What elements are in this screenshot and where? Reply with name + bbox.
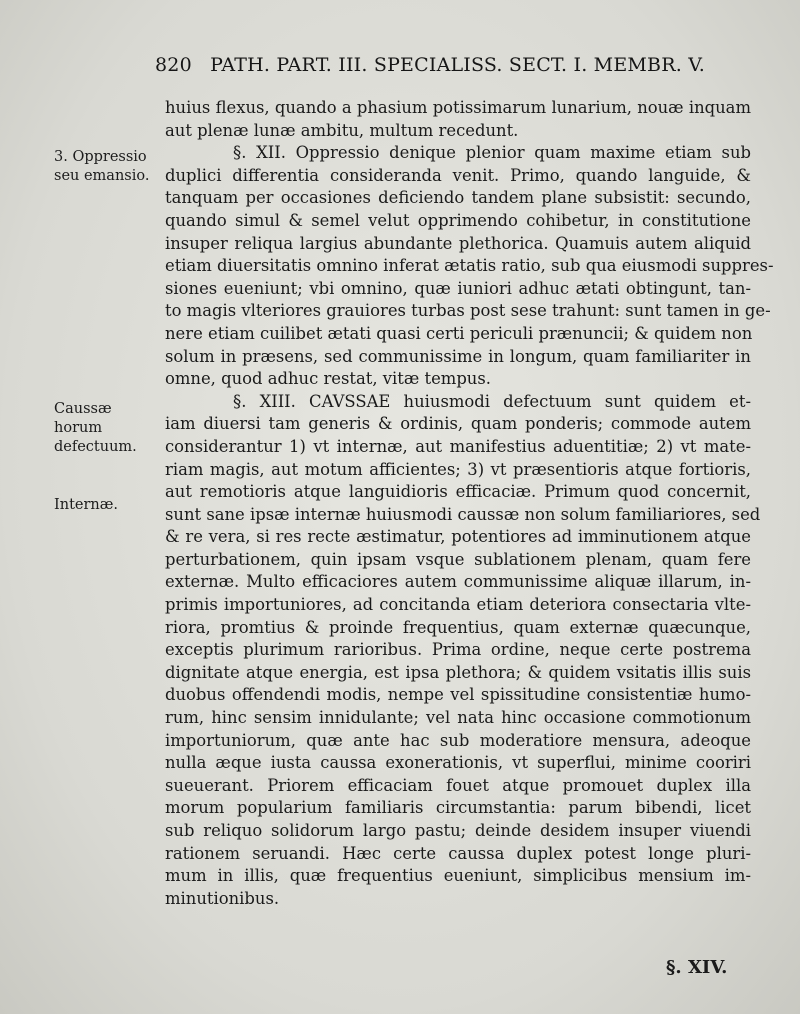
text-line: duobus offendendi modis, nempe vel spissitudine consistentiæ humo- [165, 685, 751, 705]
text-line: minutionibus. [165, 888, 280, 908]
margin-note-line: 3. Oppressio [54, 149, 147, 165]
text-line: huius flexus, quando a phasium potissimarum lunarium, nouæ inquam [165, 98, 751, 117]
text-line: riora, promtius & proinde frequentius, quam externæ quæcunque, [165, 617, 751, 637]
page-header [155, 54, 715, 76]
page-number: 820 [155, 54, 192, 76]
running-title: PATH. PART. III. SPECIALISS. SECT. I. MEMBR. V. [210, 54, 706, 76]
text-line: to magis vlteriores grauiores turbas post sese trahunt: sunt tamen in ge- [165, 301, 771, 321]
text-line: exceptis plurimum rarioribus. Prima ordine, neque certe postrema [165, 640, 751, 660]
text-line: solum in præsens, sed communissime in longum, quam familiariter in [165, 346, 751, 366]
text-line: externæ. Multo efficaciores autem communissime aliquæ illarum, in- [165, 572, 751, 592]
text-line: aut plenæ lunæ ambitu, multum recedunt. [165, 120, 519, 140]
text-line: riam magis, aut motum afficientes; 3) vt præsentioris atque fortioris, [165, 459, 751, 479]
text-line: §. XII. Oppressio denique plenior quam maxime etiam sub [233, 143, 751, 163]
text-line: mum in illis, quæ frequentius eueniunt, simplicibus mensium im- [165, 866, 751, 886]
text-line: morum popularium familiaris circumstantia: parum bibendi, licet [165, 798, 751, 818]
text-line: iam diuersi tam generis & ordinis, quam ponderis; commode autem [165, 414, 751, 434]
text-line: sub reliquo solidorum largo pastu; deinde desidem insuper viuendi [165, 821, 751, 840]
text-line: §. XIII. CAVSSAE huiusmodi defectuum sunt quidem et- [233, 391, 751, 411]
text-line: & re vera, si res recte æstimatur, potentiores ad imminutionem atque [165, 527, 751, 547]
text-line: omne, quod adhuc restat, vitæ tempus. [165, 369, 491, 389]
margin-note-caussae [54, 400, 164, 457]
margin-note-oppressio [54, 148, 164, 186]
text-line: dignitate atque energia, est ipsa plethora; & quidem vsitatis illis suis [165, 662, 751, 682]
text-line: primis importuniores, ad concitanda etiam deteriora consectaria vlte- [165, 595, 751, 615]
margin-note-line: defectuum. [54, 439, 137, 455]
text-line: considerantur 1) vt internæ, aut manifestius aduentitiæ; 2) vt mate- [165, 436, 751, 456]
text-line: quando simul & semel velut opprimendo cohibetur, in constitutione [165, 210, 751, 230]
text-line: aut remotioris atque languidioris efficaciæ. Primum quod concernit, [165, 482, 751, 502]
text-line: sueuerant. Priorem efficaciam fouet atque promouet duplex illa [165, 775, 751, 795]
text-line: nulla æque iusta caussa exonerationis, vt superflui, minime cooriri [165, 753, 751, 773]
text-line: sunt sane ipsæ internæ huiusmodi caussæ non solum familiariores, sed [165, 504, 761, 524]
text-line: rationem seruandi. Hæc certe caussa duplex potest longe pluri- [165, 843, 751, 863]
margin-note-line: seu emansio. [54, 168, 150, 184]
body-text [165, 97, 774, 910]
margin-note-internae [54, 496, 164, 515]
text-line: perturbationem, quin ipsam vsque sublationem plenam, quam fere [165, 549, 751, 569]
catchword: §. XIV. [666, 957, 728, 978]
text-line: tanquam per occasiones deficiendo tandem plane subsistit: secundo, [165, 188, 751, 208]
text-line: nere etiam cuilibet ætati quasi certi periculi prænuncii; & quidem non [165, 323, 753, 343]
margin-note-line: Internæ. [54, 497, 118, 513]
text-line: importuniorum, quæ ante hac sub moderatiore mensura, adeoque [165, 730, 751, 750]
text-line: siones eueniunt; vbi omnino, quæ iuniori adhuc ætati obtingunt, tan- [165, 278, 751, 298]
text-line: duplici differentia consideranda venit. Primo, quando languide, & [165, 165, 751, 185]
text-line: etiam diuersitatis omnino inferat ætatis ratio, sub qua eiusmodi suppres- [165, 256, 774, 276]
text-line: insuper reliqua largius abundante plethorica. Quamuis autem aliquid [165, 233, 751, 253]
text-line: rum, hinc sensim innidulante; vel nata hinc occasione commotionum [165, 708, 751, 728]
margin-note-line: Caussæ horum [54, 401, 112, 436]
